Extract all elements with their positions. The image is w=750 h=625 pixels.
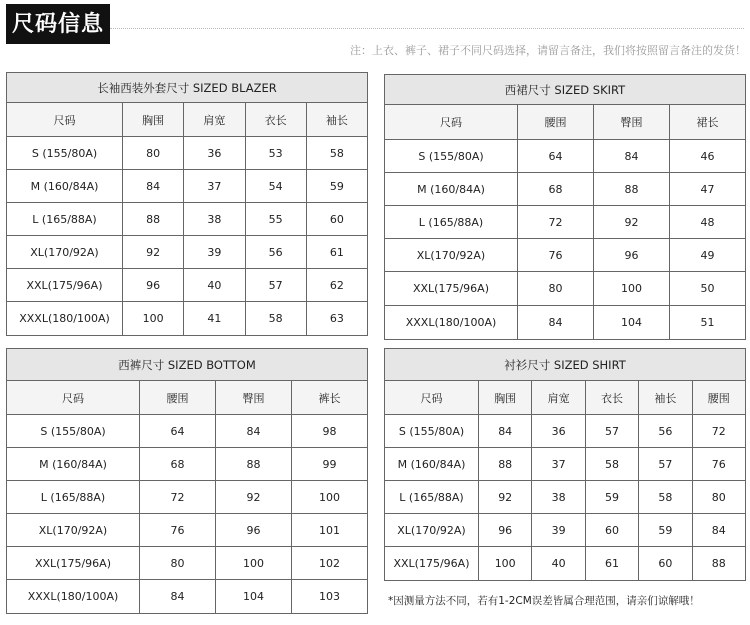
measurement-cell: 76 [518,239,594,272]
blazer-table-title: 长袖西装外套尺寸 SIZED BLAZER [7,73,368,103]
table-row [7,170,368,203]
measurement-cell: 60 [585,514,638,547]
measurement-footnote: *因测量方法不同，若有1-2CM误差皆属合理范围，请亲们谅解哦！ [388,595,700,607]
measurement-cell: 84 [594,140,670,173]
measurement-cell: 64 [140,415,216,448]
table-row [385,481,746,514]
measurement-cell: 84 [518,306,594,340]
size-label-cell: XL(170/92A) [7,236,123,269]
table-row [385,140,746,173]
bottom-column-header: 尺码 [7,381,140,415]
shirt-column-header: 胸围 [479,381,532,415]
size-label-cell: S (155/80A) [385,140,518,173]
measurement-cell: 100 [292,481,368,514]
skirt-size-table [384,74,746,340]
size-label-cell: XXXL(180/100A) [7,580,140,614]
measurement-cell: 98 [292,415,368,448]
table-row [7,481,368,514]
table-row [7,547,368,580]
measurement-cell: 104 [216,580,292,614]
measurement-cell: 92 [216,481,292,514]
measurement-cell: 38 [532,481,585,514]
measurement-cell: 72 [692,415,745,448]
measurement-cell: 101 [292,514,368,547]
table-row [385,306,746,340]
measurement-cell: 50 [670,272,746,306]
table-row [7,269,368,302]
measurement-cell: 41 [184,302,245,336]
measurement-cell: 92 [479,481,532,514]
measurement-cell: 57 [245,269,306,302]
measurement-cell: 88 [692,547,745,581]
size-label-cell: XXL(175/96A) [7,547,140,580]
measurement-cell: 102 [292,547,368,580]
table-row [385,448,746,481]
measurement-cell: 61 [585,547,638,581]
measurement-cell: 100 [479,547,532,581]
measurement-cell: 68 [140,448,216,481]
measurement-cell: 88 [479,448,532,481]
table-row [385,173,746,206]
skirt-column-header: 腰围 [518,105,594,140]
measurement-cell: 49 [670,239,746,272]
measurement-cell: 100 [123,302,184,336]
shirt-column-header: 尺码 [385,381,479,415]
measurement-cell: 39 [184,236,245,269]
table-row [385,272,746,306]
measurement-cell: 39 [532,514,585,547]
size-label-cell: S (155/80A) [7,137,123,170]
table-row [7,415,368,448]
measurement-cell: 64 [518,140,594,173]
measurement-cell: 36 [184,137,245,170]
measurement-cell: 58 [306,137,367,170]
measurement-cell: 96 [216,514,292,547]
shirt-table-title: 衬衫尺寸 SIZED SHIRT [385,349,746,381]
blazer-header-row [7,103,368,137]
measurement-cell: 84 [216,415,292,448]
size-label-cell: M (160/84A) [385,448,479,481]
shirt-column-header: 袖长 [639,381,692,415]
skirt-table-title: 西裙尺寸 SIZED SKIRT [385,75,746,105]
size-label-cell: S (155/80A) [385,415,479,448]
measurement-cell: 37 [532,448,585,481]
blazer-column-header: 袖长 [306,103,367,137]
table-row [7,236,368,269]
bottom-column-header: 臀围 [216,381,292,415]
measurement-cell: 72 [518,206,594,239]
measurement-cell: 59 [585,481,638,514]
size-label-cell: L (165/88A) [385,481,479,514]
bottom-column-header: 裤长 [292,381,368,415]
table-row [7,137,368,170]
measurement-cell: 103 [292,580,368,614]
size-label-cell: XXXL(180/100A) [7,302,123,336]
measurement-cell: 57 [639,448,692,481]
skirt-header-row [385,105,746,140]
measurement-cell: 38 [184,203,245,236]
measurement-cell: 80 [692,481,745,514]
measurement-cell: 54 [245,170,306,203]
table-row [7,302,368,336]
table-row [7,203,368,236]
measurement-cell: 57 [585,415,638,448]
measurement-cell: 56 [639,415,692,448]
blazer-column-header: 肩宽 [184,103,245,137]
measurement-cell: 80 [140,547,216,580]
skirt-column-header: 尺码 [385,105,518,140]
measurement-cell: 46 [670,140,746,173]
measurement-cell: 40 [184,269,245,302]
measurement-cell: 37 [184,170,245,203]
measurement-cell: 76 [140,514,216,547]
blazer-column-header: 胸围 [123,103,184,137]
measurement-cell: 100 [594,272,670,306]
measurement-cell: 60 [639,547,692,581]
measurement-cell: 104 [594,306,670,340]
measurement-cell: 80 [518,272,594,306]
header-divider [110,28,744,29]
measurement-cell: 60 [306,203,367,236]
measurement-cell: 40 [532,547,585,581]
size-label-cell: L (165/88A) [7,481,140,514]
table-row [385,206,746,239]
shirt-column-header: 肩宽 [532,381,585,415]
measurement-cell: 48 [670,206,746,239]
measurement-cell: 58 [245,302,306,336]
blazer-column-header: 衣长 [245,103,306,137]
size-label-cell: M (160/84A) [7,170,123,203]
size-label-cell: XXL(175/96A) [7,269,123,302]
table-row [385,415,746,448]
size-label-cell: XL(170/92A) [7,514,140,547]
size-label-cell: XXL(175/96A) [385,272,518,306]
bottom-header-row [7,381,368,415]
size-label-cell: XL(170/92A) [385,239,518,272]
measurement-cell: 59 [639,514,692,547]
blazer-size-table [6,72,368,336]
measurement-cell: 96 [594,239,670,272]
measurement-cell: 58 [639,481,692,514]
measurement-cell: 59 [306,170,367,203]
size-label-cell: L (165/88A) [385,206,518,239]
measurement-cell: 76 [692,448,745,481]
measurement-cell: 56 [245,236,306,269]
size-label-cell: XL(170/92A) [385,514,479,547]
shirt-column-header: 腰围 [692,381,745,415]
measurement-cell: 88 [123,203,184,236]
measurement-cell: 51 [670,306,746,340]
skirt-column-header: 臀围 [594,105,670,140]
page-title: 尺码信息 [6,4,110,44]
measurement-cell: 36 [532,415,585,448]
header-note: 注：上衣、裤子、裙子不同尺码选择，请留言备注，我们将按照留言备注的发货！ [350,44,746,57]
bottom-size-table [6,348,368,614]
size-label-cell: XXXL(180/100A) [385,306,518,340]
size-label-cell: M (160/84A) [7,448,140,481]
measurement-cell: 84 [692,514,745,547]
table-row [7,580,368,614]
table-row [7,448,368,481]
measurement-cell: 80 [123,137,184,170]
table-row [385,514,746,547]
measurement-cell: 84 [123,170,184,203]
blazer-column-header: 尺码 [7,103,123,137]
measurement-cell: 99 [292,448,368,481]
measurement-cell: 53 [245,137,306,170]
bottom-table-title: 西裤尺寸 SIZED BOTTOM [7,349,368,381]
bottom-column-header: 腰围 [140,381,216,415]
size-label-cell: S (155/80A) [7,415,140,448]
shirt-column-header: 衣长 [585,381,638,415]
measurement-cell: 47 [670,173,746,206]
skirt-column-header: 裙长 [670,105,746,140]
measurement-cell: 55 [245,203,306,236]
measurement-cell: 96 [123,269,184,302]
table-row [385,547,746,581]
measurement-cell: 88 [594,173,670,206]
measurement-cell: 100 [216,547,292,580]
measurement-cell: 63 [306,302,367,336]
measurement-cell: 62 [306,269,367,302]
size-label-cell: M (160/84A) [385,173,518,206]
measurement-cell: 72 [140,481,216,514]
measurement-cell: 84 [140,580,216,614]
measurement-cell: 68 [518,173,594,206]
measurement-cell: 88 [216,448,292,481]
measurement-cell: 61 [306,236,367,269]
table-row [385,239,746,272]
size-label-cell: L (165/88A) [7,203,123,236]
measurement-cell: 58 [585,448,638,481]
measurement-cell: 92 [123,236,184,269]
measurement-cell: 96 [479,514,532,547]
size-label-cell: XXL(175/96A) [385,547,479,581]
measurement-cell: 92 [594,206,670,239]
measurement-cell: 84 [479,415,532,448]
shirt-header-row [385,381,746,415]
table-row [7,514,368,547]
shirt-size-table [384,348,746,581]
